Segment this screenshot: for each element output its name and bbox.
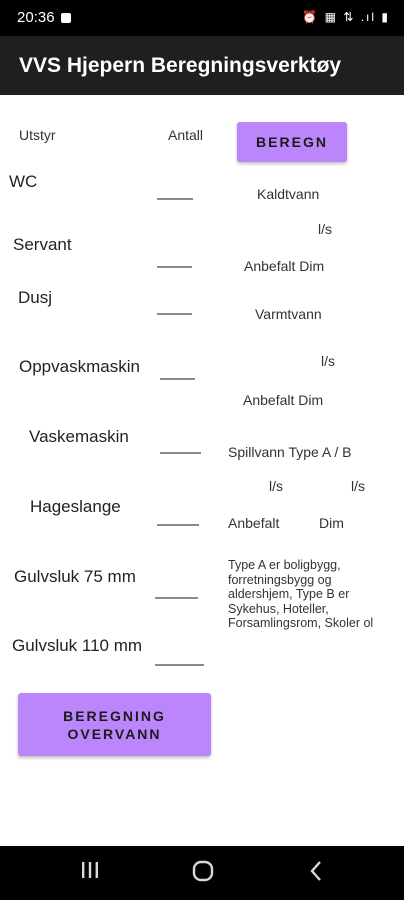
notification-icon [61, 13, 71, 23]
item-label-vaskemaskin: Vaskemaskin [29, 427, 129, 446]
home-icon[interactable] [191, 859, 215, 890]
cold-water-unit: l/s [318, 221, 332, 237]
hot-water-unit: l/s [321, 353, 335, 369]
item-label-wc: WC [9, 172, 38, 191]
status-bar [0, 0, 404, 36]
count-input-hageslange[interactable] [157, 524, 199, 526]
cold-water-label: Kaldtvann [257, 186, 320, 202]
item-label-gulvsluk-75: Gulvsluk 75 mm [14, 567, 136, 586]
waste-water-recommended-label: Anbefalt [228, 515, 280, 531]
item-label-hageslange: Hageslange [30, 497, 121, 516]
column-header-equipment: Utstyr [19, 127, 56, 143]
count-input-dusj[interactable] [157, 313, 192, 315]
recent-apps-icon[interactable] [80, 859, 100, 888]
waste-water-unit-a: l/s [269, 478, 283, 494]
hot-water-label: Varmtvann [255, 306, 322, 322]
waste-water-dim-label: Dim [319, 515, 344, 531]
waste-water-unit-b: l/s [351, 478, 365, 494]
cold-water-dim-label: Anbefalt Dim [244, 258, 325, 274]
count-input-vaskemaskin[interactable] [160, 452, 201, 454]
status-time: 20:36 [17, 9, 55, 26]
status-icons: ⏰ ▦ ⇅ .ıl ▮ [302, 10, 390, 24]
column-header-count: Antall [168, 127, 204, 143]
calculate-button[interactable]: BEREGN [237, 122, 347, 162]
item-label-gulvsluk-110: Gulvsluk 110 mm [12, 636, 143, 655]
waste-water-label: Spillvann Type A / B [228, 444, 352, 460]
building-type-note: Type A er boligbygg, forretningsbygg og aldershjem, Type B er Sykehus, Hoteller, Forsamlingsrom, Skoler ol [228, 558, 374, 630]
item-label-oppvaskmaskin: Oppvaskmaskin [19, 357, 140, 376]
back-icon[interactable] [308, 859, 324, 890]
count-input-gulvsluk-75[interactable] [155, 597, 198, 599]
count-input-servant[interactable] [157, 266, 192, 268]
navigation-bar [0, 846, 404, 900]
stormwater-calculation-button[interactable]: BEREGNING OVERVANN [18, 693, 211, 756]
app-bar [0, 36, 404, 95]
app-title: VVS Hjepern Beregningsverktøy [19, 54, 342, 77]
item-label-dusj: Dusj [18, 288, 53, 307]
hot-water-dim-label: Anbefalt Dim [243, 392, 324, 408]
count-input-wc[interactable] [157, 198, 193, 200]
count-input-oppvaskmaskin[interactable] [160, 378, 195, 380]
item-label-servant: Servant [13, 235, 72, 254]
count-input-gulvsluk-110[interactable] [155, 664, 204, 666]
